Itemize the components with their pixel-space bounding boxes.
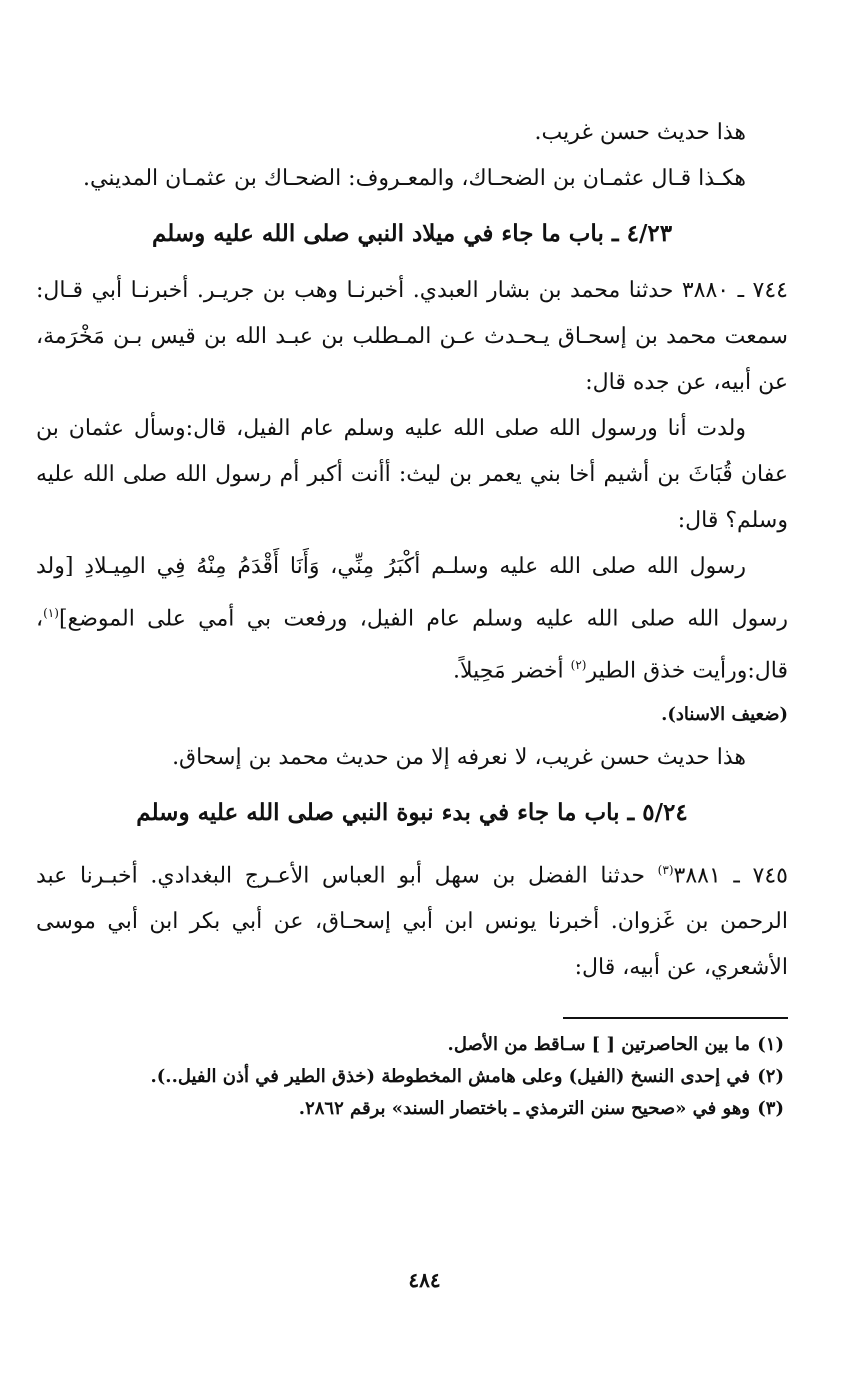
hadith-744-intro: ٧٤٤ ـ ٣٨٨٠ حدثنا محمد بن بشار العبدي. أخبرنـا وهب بن جريـر. أخبرنـا أبي قـال: سمعت محمد بن إسحـاق يـحـدث عـن المـطلب بن عبـد الله بن قيس بـن مَخْرَمة، عن أبيه، عن جده قال:: [36, 278, 788, 395]
footnote-ref-3[interactable]: (٣): [657, 862, 674, 877]
footnote-3: [36, 1093, 788, 1125]
narrator-note: هكـذا قـال عثمـان بن الضحـاك، والمعـروف: الضحـاك بن عثمـان المديني.: [83, 166, 746, 191]
hadith-744-text: ولدت أنا ورسول الله صلى الله عليه وسلم عام الفيل، قال:وسأل عثمان بن عفان قُبَاثَ بن أشيم أخا بني يعمر بن ليث: أأنت أكبر أم رسول الله صلى الله عليه وسلم؟ قال:: [36, 416, 788, 533]
hadith-745-text: [36, 847, 788, 991]
footnote-divider: [563, 1017, 788, 1019]
chapter-heading-23: ٤/٢٣ ـ باب ما جاء في ميلاد النبي صلى الله عليه وسلم: [151, 220, 673, 247]
hadith-744-quote-2: ، قال:ورأيت خذق الطير: [36, 606, 788, 684]
footnote-number: (٢): [757, 1065, 784, 1087]
hadith-744-comment: هذا حديث حسن غريب، لا نعرفه إلا من حديث محمد بن إسحاق.: [172, 744, 746, 770]
hadith-744-quote-3: أخضر مَحِيلاً.: [452, 658, 571, 684]
page-number: ٤٨٤: [408, 1268, 441, 1292]
hadith-745-body: حدثنا الفضل بن سهل أبو العباس الأعـرج البغدادي. أخبـرنا عبد الرحمن بن غَزوان. أخبرنا يونس ابن أبي إسحـاق، عن أبي بكر ابن أبي موسى الأشعري، عن أبيه، قال:: [36, 862, 788, 980]
footnote-text: وهو في «صحيح سنن الترمذي ـ باختصار السند» برقم ٢٨٦٢.: [298, 1097, 750, 1119]
footnote-text: ما بين الحاصرتين [ ] سـاقط من الأصل.: [447, 1033, 750, 1055]
footnote-ref-1[interactable]: (١): [43, 606, 59, 620]
footnote-text: في إحدى النسخ (الفيل) وعلى هامش المخطوطة (خذق الطير في أذن الفيل..).: [150, 1065, 750, 1087]
hadith-grade-line: هذا حديث حسن غريب.: [534, 120, 746, 145]
footnote-2: [36, 1061, 788, 1093]
hadith-744-grade: (ضعيف الاسناد).: [661, 703, 788, 725]
footnote-ref-2[interactable]: (٢): [570, 658, 587, 673]
footnote-number: (١): [757, 1033, 784, 1055]
page-body: [36, 110, 788, 1125]
hadith-745-number: ٧٤٥ ـ ٣٨٨١: [673, 862, 788, 888]
hadith-744-text-continued: [36, 544, 788, 695]
footnote-1: [36, 1029, 788, 1061]
hadith-744-quote: رسول الله صلى الله عليه وسلـم أكْبَرُ مِنِّي، وَأَنَا أَقْدَمُ مِنْهُ فِي المِيـلادِ [ولد رسول الله صلى الله عليه وسلم عام الفيل، ورفعت بي أمي على الموضع]: [36, 554, 788, 632]
chapter-heading-24: ٥/٢٤ ـ باب ما جاء في بدء نبوة النبي صلى الله عليه وسلم: [136, 798, 688, 826]
footnote-number: (٣): [757, 1097, 784, 1119]
